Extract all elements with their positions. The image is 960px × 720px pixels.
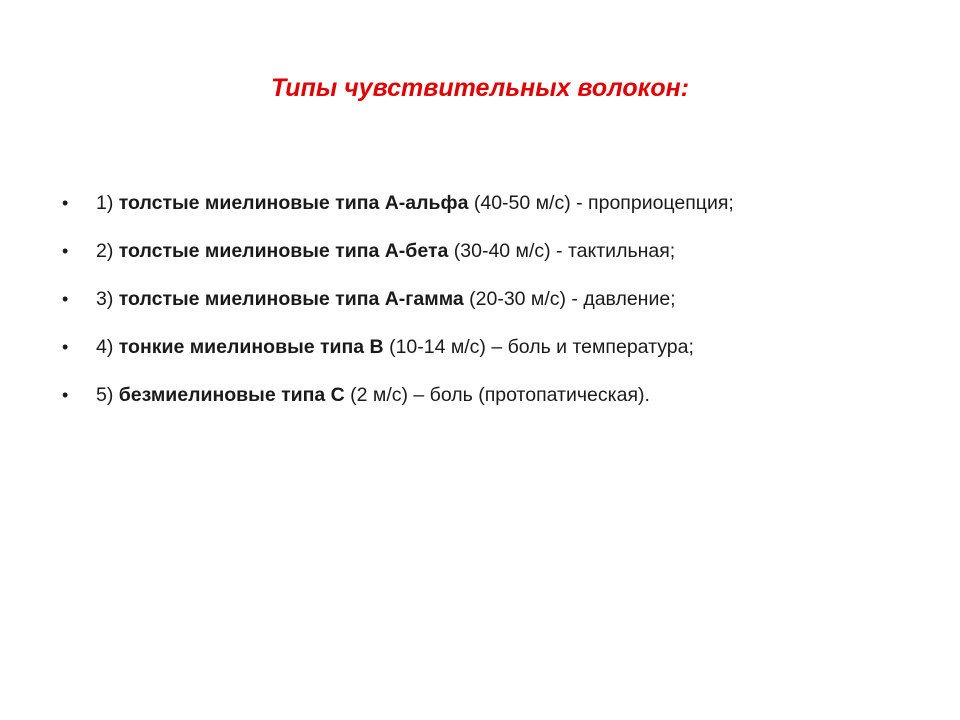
item-description: (40-50 м/с) - проприоцепция; <box>468 192 734 214</box>
item-term: толстые миелиновые типа А-гамма <box>118 288 464 310</box>
bullet-icon: • <box>62 385 69 405</box>
item-number: 4) <box>96 336 119 358</box>
item-number: 5) <box>96 384 119 406</box>
bullet-icon: • <box>62 289 69 309</box>
bullet-icon: • <box>62 241 69 261</box>
item-description: (10-14 м/с) – боль и температура; <box>383 336 694 358</box>
list-item <box>62 382 734 430</box>
bullet-icon: • <box>62 337 69 357</box>
slide-title: Типы чувствительных волокон: <box>270 74 690 102</box>
item-number: 3) <box>96 288 119 310</box>
item-term: безмиелиновые типа С <box>118 384 345 406</box>
list-item <box>62 190 734 238</box>
item-description: (20-30 м/с) - давление; <box>463 288 676 310</box>
bullet-icon: • <box>62 193 69 213</box>
item-number: 2) <box>96 240 119 262</box>
list-item <box>62 238 734 286</box>
list-item <box>62 286 734 334</box>
fiber-types-list <box>62 190 734 430</box>
list-item <box>62 334 734 382</box>
item-term: толстые миелиновые типа А-альфа <box>118 192 469 214</box>
item-description: (2 м/с) – боль (протопатическая). <box>344 384 650 406</box>
item-description: (30-40 м/с) - тактильная; <box>448 240 676 262</box>
item-term: толстые миелиновые типа А-бета <box>118 240 449 262</box>
item-term: тонкие миелиновые типа В <box>118 336 384 358</box>
item-number: 1) <box>96 192 119 214</box>
